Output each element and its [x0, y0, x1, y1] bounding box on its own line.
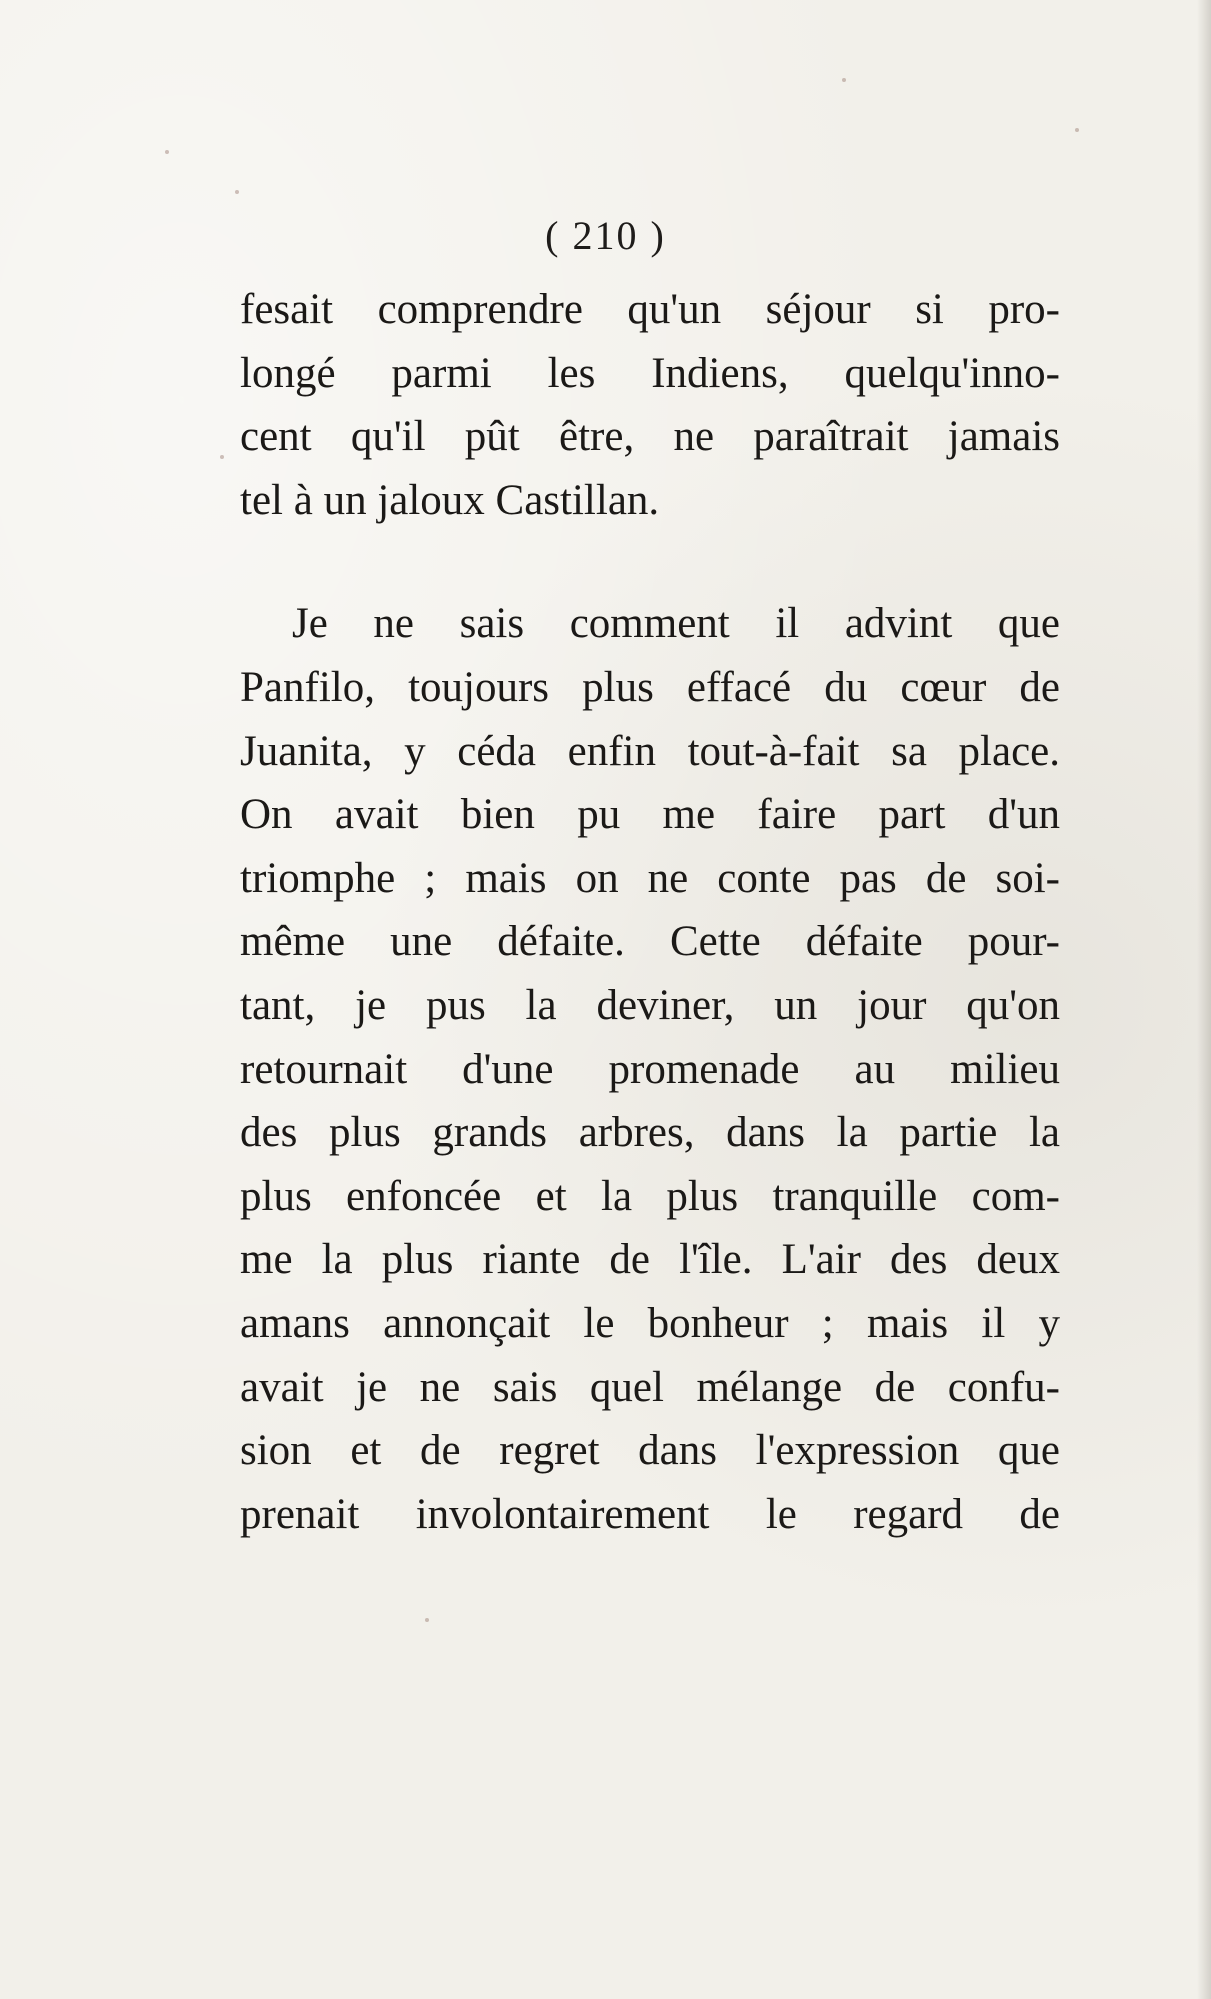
- paper-speck: [1075, 128, 1079, 132]
- text-line: même une défaite. Cette défaite pour-: [240, 918, 1060, 966]
- text-line: Panfilo, toujours plus effacé du cœur de: [240, 663, 1060, 711]
- paper-speck: [220, 455, 224, 459]
- text-line: me la plus riante de l'île. L'air des deux: [240, 1236, 1060, 1284]
- page-text: [240, 278, 1060, 1546]
- text-line: retournait d'une promenade au milieu: [240, 1045, 1060, 1093]
- text-line: Je ne sais comment il advint que: [292, 600, 1060, 648]
- text-line: On avait bien pu me faire part d'un: [240, 791, 1060, 839]
- paper-speck: [842, 78, 846, 82]
- text-line: fesait comprendre qu'un séjour si pro-: [240, 286, 1060, 333]
- text-line: amans annonçait le bonheur ; mais il y: [240, 1299, 1060, 1347]
- paper-speck: [425, 1618, 429, 1622]
- text-line: Juanita, y céda enfin tout-à-fait sa place.: [240, 727, 1060, 775]
- paper-speck: [235, 190, 239, 194]
- text-line: des plus grands arbres, dans la partie la: [240, 1109, 1060, 1157]
- paragraph: [240, 592, 1060, 1546]
- text-line: tel à un jaloux Castillan.: [240, 476, 660, 524]
- text-line: cent qu'il pût être, ne paraîtrait jamais: [240, 413, 1060, 461]
- page-number: ( 210 ): [545, 213, 666, 258]
- text-line: sion et de regret dans l'expression que: [240, 1427, 1060, 1475]
- paper-speck: [165, 150, 169, 154]
- text-line: avait je ne sais quel mélange de confu-: [240, 1363, 1060, 1411]
- paragraph: [240, 278, 1060, 532]
- text-line: triomphe ; mais on ne conte pas de soi-: [240, 854, 1060, 902]
- text-line: prenait involontairement le regard de: [240, 1490, 1060, 1538]
- text-line: longé parmi les Indiens, quelqu'inno-: [240, 349, 1060, 397]
- text-line: plus enfoncée et la plus tranquille com-: [240, 1172, 1060, 1220]
- text-line: tant, je pus la deviner, un jour qu'on: [240, 981, 1060, 1029]
